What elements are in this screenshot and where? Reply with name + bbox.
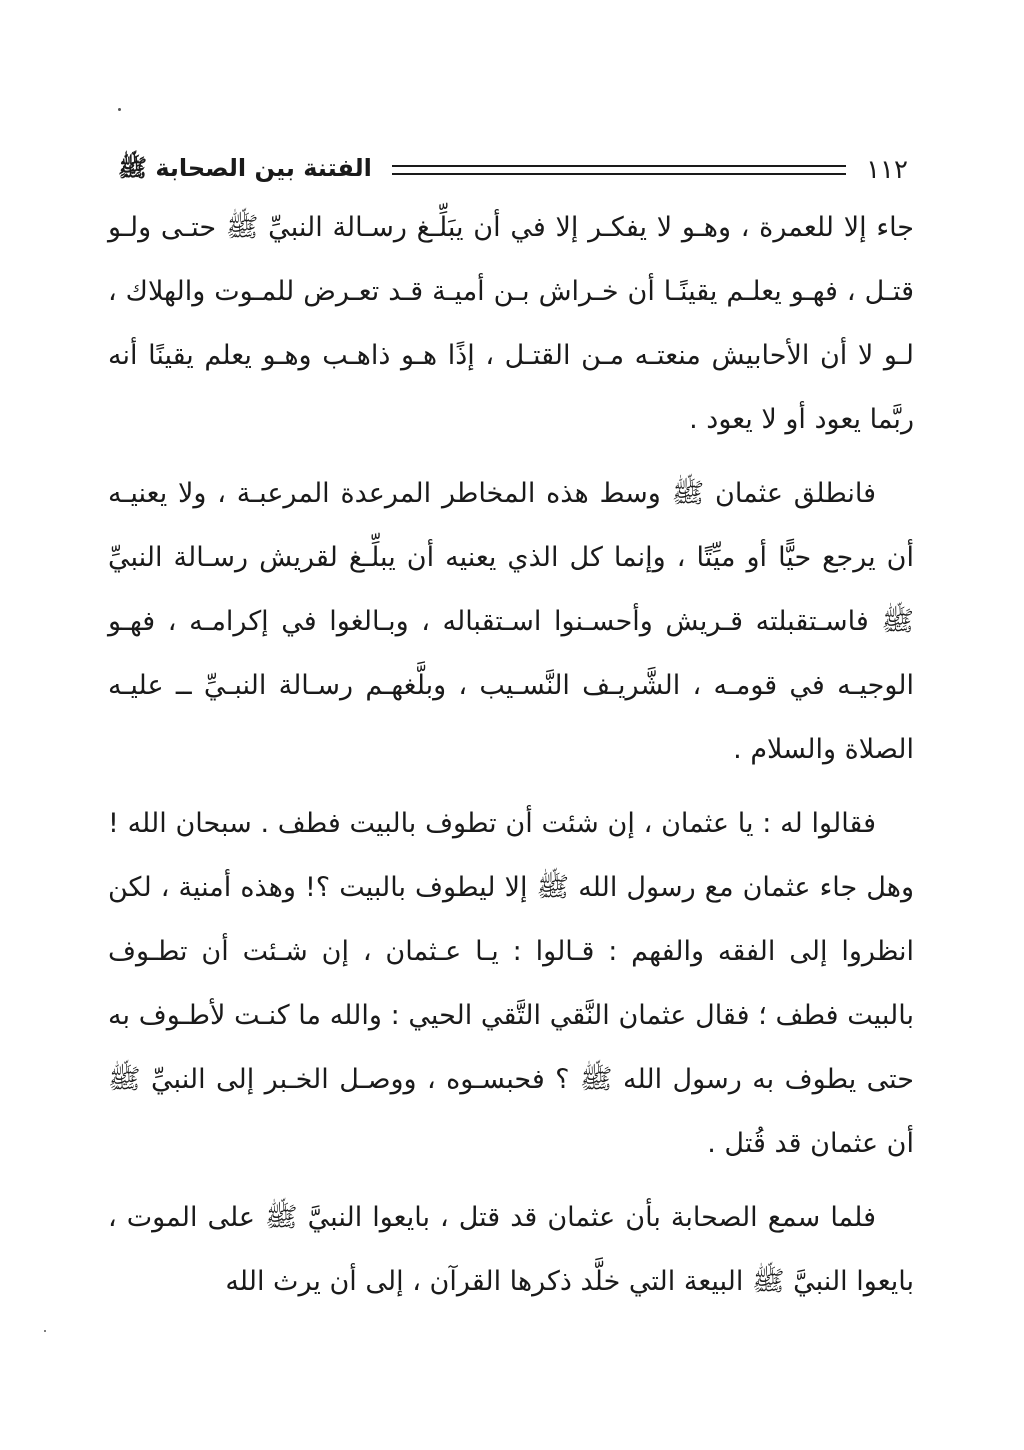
- running-header: [118, 150, 908, 190]
- scan-speck: [44, 1330, 46, 1332]
- running-title: الفتنة بين الصحابة ﷺ: [118, 153, 372, 182]
- paragraph: فانطلق عثمان ﷺ وسط هذه المخاطر المرعدة المرعبـة ، ولا يعنيـه أن يرجع حيًّا أو ميِّتًا ، وإنما كل الذي يعنيه أن يبلِّـغ لقريش رسـالة النبيِّ ﷺ فاسـتقبلته قـريش وأحسـنوا اسـتقباله ، وبـالغوا في إكرامـه ، فهـو الوجيـه في قومـه ، الشَّريـف النَّسـيب ، وبلَّغهـم رسـالة النبـيِّ ــ عليـه الصلاة والسلام .: [108, 478, 914, 765]
- paragraph: جاء إلا للعمرة ، وهـو لا يفكـر إلا في أن يبَلِّـغ رسـالة النبيِّ ﷺ حتـى ولـو قتـل ، فهـو يعلـم يقينًـا أن خـراش بـن أميـة قـد تعـرض للمـوت والهلاك ، لـو لا أن الأحابيش منعتـه مـن القتـل ، إذًا هـو ذاهـب وهـو يعلم يقينًا أنه ربَّما يعود أو لا يعود .: [108, 212, 914, 435]
- page-number: ١١٢: [866, 155, 908, 185]
- body-text: [108, 196, 914, 1314]
- paragraph: فقالوا له : يا عثمان ، إن شئت أن تطوف بالبيت فطف . سبحان الله ! وهل جاء عثمان مع رسول الله ﷺ إلا ليطوف بالبيت ؟! وهذه أمنية ، لكن انظروا إلى الفقه والفهم : قـالوا : يـا عـثمان ، إن شـئت أن تطـوف بالبيت فطف ؛ فقال عثمان النَّقي التَّقي الحيي : والله ما كنـت لأطـوف به حتى يطوف به رسول الله ﷺ ؟ فحبسـوه ، ووصـل الخـبر إلى النبيِّ ﷺ أن عثمان قد قُتل .: [108, 808, 914, 1159]
- header-rule: [392, 165, 846, 175]
- scan-speck: [118, 108, 121, 111]
- paragraph: فلما سمع الصحابة بأن عثمان قد قتل ، بايعوا النبيَّ ﷺ على الموت ، بايعوا النبيَّ ﷺ البيعة التي خلَّد ذكرها القرآن ، إلى أن يرث الله: [108, 1202, 914, 1297]
